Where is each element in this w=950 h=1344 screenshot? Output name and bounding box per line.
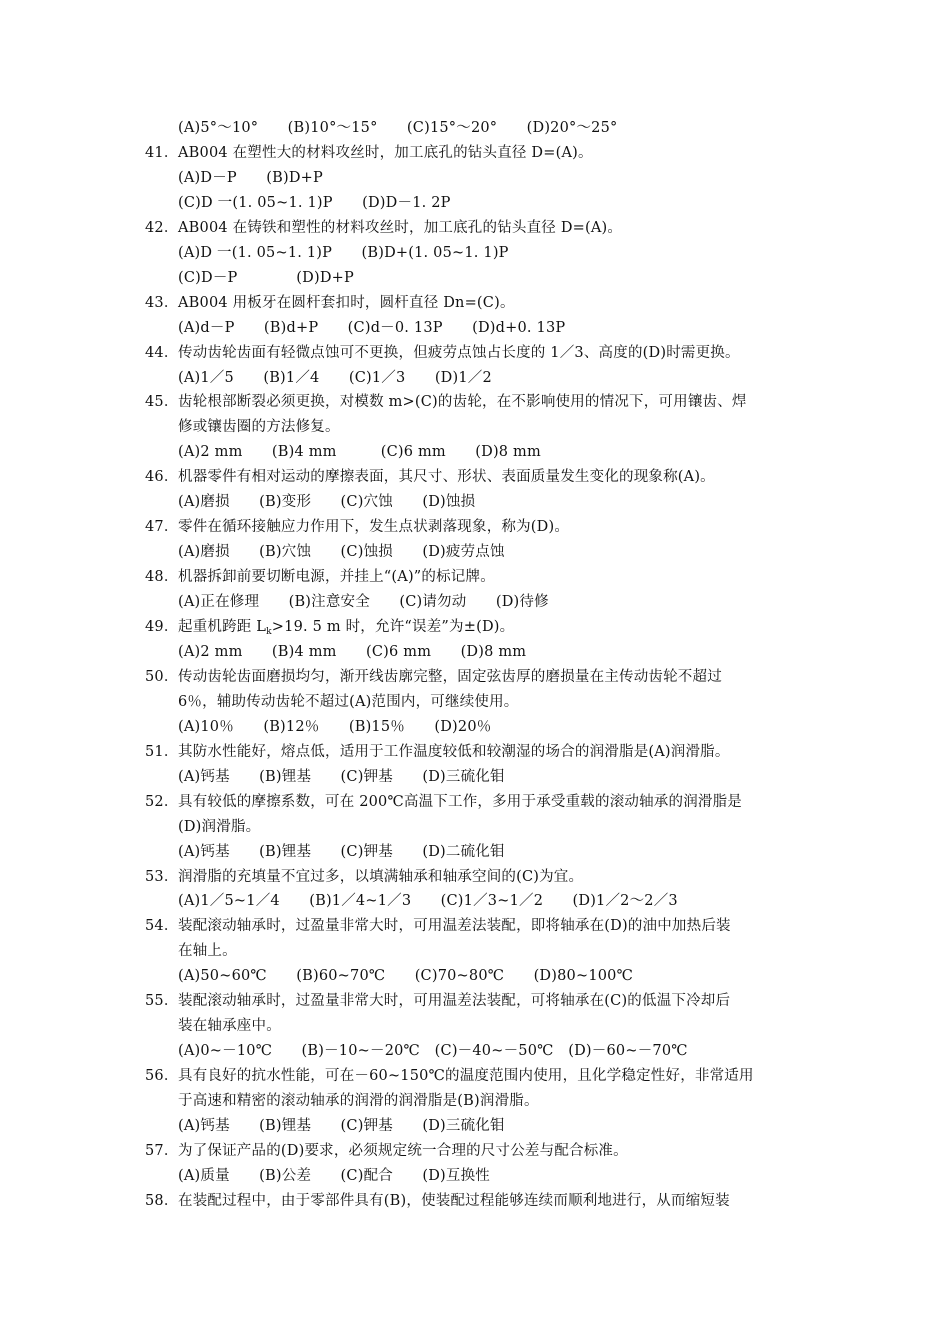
question-number: 52．	[145, 793, 179, 810]
question-text: 机器拆卸前要切断电源，并挂上“(A)”的标记牌。	[178, 569, 495, 586]
question-text: 零件在循环接触应力作用下，发生点状剥落现象，称为(D)。	[178, 519, 570, 536]
question-line	[145, 742, 730, 762]
question-number: 43．	[145, 294, 179, 311]
text-line: (A)钙基 (B)锂基 (C)钾基 (D)三硫化钼	[178, 768, 505, 785]
text-line: (A)钙基 (B)锂基 (C)钾基 (D)二硫化钼	[178, 843, 505, 860]
question-line	[145, 517, 569, 537]
question-line	[145, 343, 740, 363]
text-line: (A)正在修理 (B)注意安全 (C)请勿动 (D)待修	[178, 594, 549, 611]
question-text: 机器零件有相对运动的摩擦表面，其尺寸、形状、表面质量发生变化的现象称(A)。	[178, 469, 715, 486]
question-number: 56．	[145, 1068, 179, 1085]
question-number: 51．	[145, 743, 179, 760]
text-line: (A)50~60℃ (B)60~70℃ (C)70~80℃ (D)80~100℃	[178, 968, 634, 985]
text-line: (A)钙基 (B)锂基 (C)钾基 (D)三硫化钼	[178, 1118, 505, 1134]
question-line	[145, 1066, 754, 1086]
question-text: AB004 在铸铁和塑性的材料攻丝时，加工底孔的钻头直径 D=(A)。	[178, 219, 623, 236]
question-line	[145, 991, 730, 1011]
text-line: (A)D－P (B)D+P	[178, 169, 323, 186]
question-number: 47．	[145, 519, 179, 536]
text-line: (A)1／5 (B)1／4 (C)1／3 (D)1／2	[178, 369, 492, 386]
text-line: (A)0~－10℃ (B)－10~－20℃ (C)－40~－50℃ (D)－60~－70℃	[178, 1043, 688, 1060]
text-line: (A)2 mm (B)4 mm (C)6 mm (D)8 mm	[178, 444, 541, 461]
question-number: 45．	[145, 394, 179, 411]
question-line	[145, 218, 622, 238]
question-number: 44．	[145, 344, 179, 361]
text-line: 修或镶齿圈的方法修复。	[178, 419, 340, 436]
question-line	[145, 916, 731, 936]
question-line	[145, 392, 747, 412]
question-line	[145, 467, 715, 487]
question-text: 装配滚动轴承时，过盈量非常大时，可用温差法装配，可将轴承在(C)的低温下冷却后	[178, 993, 731, 1010]
question-text: 具有良好的抗水性能，可在－60~150℃的温度范围内使用，且化学稳定性好，非常适用	[178, 1068, 754, 1085]
question-text: 润滑脂的充填量不宜过多，以填满轴承和轴承空间的(C)为宜。	[178, 868, 584, 885]
question-number: 42．	[145, 219, 179, 236]
question-number: 54．	[145, 918, 179, 935]
question-number: 41．	[145, 144, 179, 161]
text-line: (A)D 一(1. 05~1. 1)P (B)D+(1. 05~1. 1)P	[178, 244, 509, 261]
text-line: (A)1／5~1／4 (B)1／4~1／3 (C)1／3~1／2 (D)1／2～2／3	[178, 893, 678, 910]
question-line	[145, 143, 593, 163]
question-number: 57．	[145, 1142, 179, 1159]
question-text: 齿轮根部断裂必须更换，对模数 m>(C)的齿轮，在不影响使用的情况下，可用镶齿、焊	[178, 394, 747, 411]
text-line: 于高速和精密的滚动轴承的润滑的润滑脂是(B)润滑脂。	[178, 1093, 539, 1110]
text-line: (D)润滑脂。	[178, 818, 261, 835]
question-number: 46．	[145, 469, 179, 486]
text-line: (A)质量 (B)公差 (C)配合 (D)互换性	[178, 1167, 491, 1184]
question-line	[145, 293, 515, 313]
question-line	[145, 867, 583, 887]
text-line: 6％，辅助传动齿轮不超过(A)范围内，可继续使用。	[178, 693, 519, 710]
question-text: 具有较低的摩擦系数，可在 200℃高温下工作，多用于承受重载的滚动轴承的润滑脂是	[178, 793, 743, 810]
text-line: (C)D 一(1. 05~1. 1)P (D)D－1. 2P	[178, 194, 451, 211]
question-line	[145, 617, 514, 642]
question-text: AB004 用板牙在圆杆套扣时，圆杆直径 Dn=(C)。	[178, 294, 515, 311]
text-line: (C)D－P (D)D+P	[178, 269, 354, 286]
question-text: 在装配过程中，由于零部件具有(B)，使装配过程能够连续而顺利地进行，从而缩短装	[178, 1192, 730, 1209]
question-line	[145, 567, 495, 587]
question-text: 传动齿轮齿面有轻微点蚀可不更换，但疲劳点蚀占长度的 1／3、高度的(D)时需更换。	[178, 344, 740, 361]
question-number: 58．	[145, 1192, 179, 1209]
question-number: 49．	[145, 619, 179, 635]
question-text: 其防水性能好，熔点低，适用于工作温度较低和较潮湿的场合的润滑脂是(A)润滑脂。	[178, 743, 730, 760]
question-text: 传动齿轮齿面磨损均匀，渐开线齿廓完整，固定弦齿厚的磨损量在主传动齿轮不超过	[178, 668, 722, 685]
question-text: AB004 在塑性大的材料攻丝时，加工底孔的钻头直径 D=(A)。	[178, 144, 593, 161]
question-line	[145, 1191, 730, 1211]
subscript: k	[266, 627, 272, 637]
text-line: (A)d－P (B)d+P (C)d－0. 13P (D)d+0. 13P	[178, 319, 566, 336]
question-number: 50．	[145, 668, 179, 685]
question-line	[145, 1141, 628, 1161]
question-line	[145, 792, 742, 812]
question-number: 48．	[145, 569, 179, 586]
text-line: (A)磨损 (B)穴蚀 (C)蚀损 (D)疲劳点蚀	[178, 544, 505, 561]
question-line	[145, 667, 722, 687]
text-line: (A)2 mm (B)4 mm (C)6 mm (D)8 mm	[178, 643, 527, 660]
text-line: (A)10％ (B)12％ (B)15％ (D)20％	[178, 718, 492, 735]
question-number: 53．	[145, 868, 179, 885]
question-text: 装配滚动轴承时，过盈量非常大时，可用温差法装配，即将轴承在(D)的油中加热后装	[178, 918, 731, 935]
question-text: >19. 5 m 时，允许“误差”为±(D)。	[271, 619, 515, 635]
question-number: 55．	[145, 993, 179, 1010]
text-line: (A)磨损 (B)变形 (C)穴蚀 (D)蚀损	[178, 494, 476, 511]
question-text: 为了保证产品的(D)要求，必须规定统一合理的尺寸公差与配合标准。	[178, 1142, 628, 1159]
question-text: 起重机跨距 L	[178, 619, 267, 635]
text-line: 装在轴承座中。	[178, 1018, 281, 1035]
text-line: (A)5°～10° (B)10°～15° (C)15°～20° (D)20°～25°	[178, 120, 618, 136]
text-line: 在轴上。	[178, 943, 237, 960]
